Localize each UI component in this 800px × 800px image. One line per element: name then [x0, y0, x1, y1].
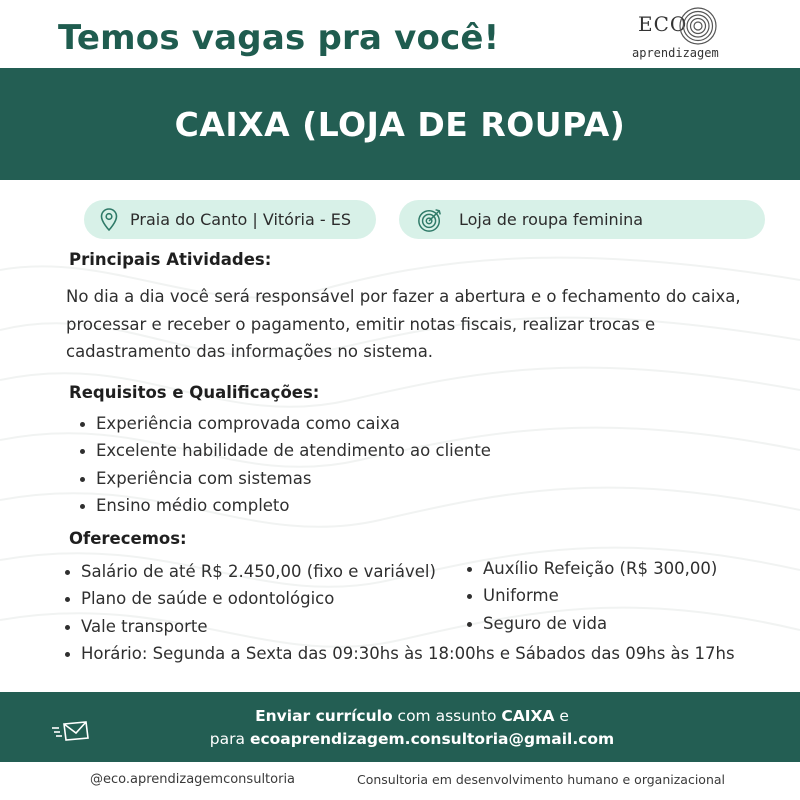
headline: Temos vagas pra você! — [58, 18, 500, 58]
list-item: Seguro de vida — [467, 610, 717, 637]
offers-schedule — [65, 640, 735, 667]
send-mid: com assunto — [392, 707, 502, 725]
subject: CAIXA — [501, 707, 555, 725]
fingerprint-icon — [676, 6, 720, 46]
offers-list-left — [65, 558, 436, 640]
send-label: Enviar currículo — [255, 707, 393, 725]
location-pill — [84, 200, 376, 239]
activities-title: Principais Atividades: — [69, 250, 272, 269]
email-link[interactable]: ecoaprendizagem.consultoria@gmail.com — [249, 730, 615, 748]
list-item: Salário de até R$ 2.450,00 (fixo e variável) — [65, 558, 436, 585]
logo-eco-text: ECO — [638, 12, 688, 36]
brand-logo — [632, 6, 732, 64]
send-to-line — [0, 730, 800, 748]
list-item: Uniforme — [467, 582, 717, 609]
offers-title: Oferecemos: — [69, 529, 187, 548]
job-title-band — [0, 68, 800, 180]
list-item: Vale transporte — [65, 613, 436, 640]
location-text: Praia do Canto | Vitória - ES — [130, 210, 351, 229]
list-item: Experiência com sistemas — [80, 465, 491, 492]
requirements-title: Requisitos e Qualificações: — [69, 383, 320, 402]
target-icon — [417, 207, 443, 233]
tagline: Consultoria em desenvolvimento humano e organizacional — [357, 772, 726, 787]
offers-list-right — [467, 555, 717, 637]
list-item: Horário: Segunda a Sexta das 09:30hs às 18:00hs e Sábados das 09hs às 17hs — [65, 640, 735, 667]
job-title: CAIXA (LOJA DE ROUPA) — [174, 104, 626, 144]
list-item: Ensino médio completo — [80, 492, 491, 519]
send-instructions — [0, 707, 800, 725]
list-item: Plano de saúde e odontológico — [65, 585, 436, 612]
logo-aprendizagem-text: aprendizagem — [632, 46, 719, 60]
map-pin-icon — [96, 207, 122, 233]
activities-text: No dia a dia você será responsável por fazer a abertura e o fechamento do caixa, processar e receber o pagamento, emitir notas fiscais, realizar trocas e cadastramento das informações no sistema. — [66, 287, 741, 361]
footer-band — [0, 692, 800, 762]
requirements-list — [80, 410, 491, 519]
social-handle[interactable]: @eco.aprendizagemconsultoria — [90, 772, 296, 787]
to-text: para — [209, 730, 250, 748]
store-text: Loja de roupa feminina — [459, 210, 644, 229]
store-pill — [399, 200, 765, 239]
list-item: Excelente habilidade de atendimento ao cliente — [80, 437, 491, 464]
list-item: Experiência comprovada como caixa — [80, 410, 491, 437]
send-end: e — [554, 707, 569, 725]
list-item: Auxílio Refeição (R$ 300,00) — [467, 555, 717, 582]
